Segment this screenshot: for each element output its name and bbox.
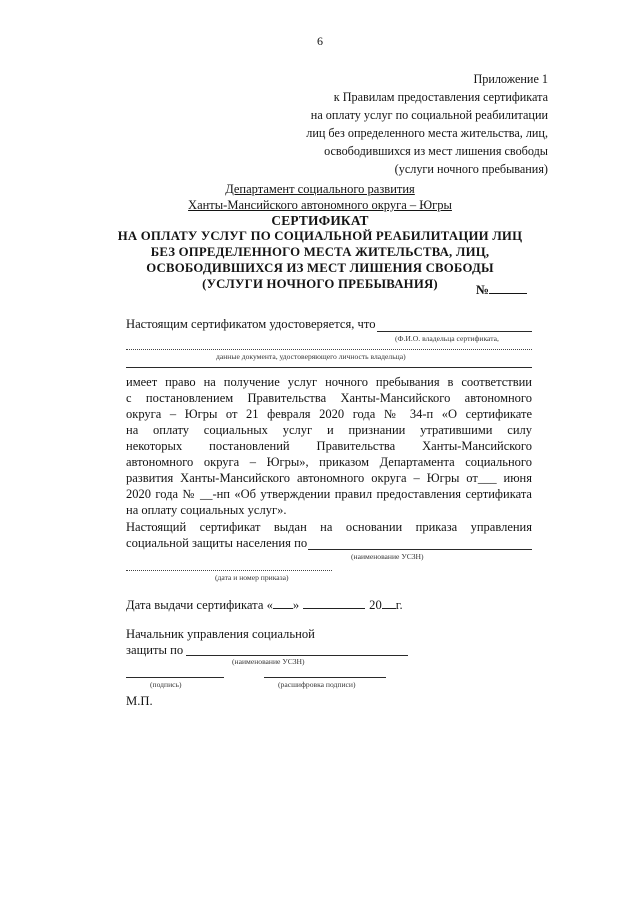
basis-text-2: социальной защиты населения по <box>126 536 308 550</box>
appendix-line: к Правилам предоставления сертификата <box>333 90 548 104</box>
title-line: (УСЛУГИ НОЧНОГО ПРЕБЫВАНИЯ) <box>202 277 438 291</box>
signature-caption: (подпись) <box>150 680 182 689</box>
basis-text: Настоящий сертификат выдан на основании приказа управления <box>126 520 532 534</box>
paragraph-line: имеет право на получение услуг ночного пребывания в соответствии <box>126 375 532 389</box>
stamp-label: М.П. <box>126 694 153 708</box>
paragraph-line: на оплату социальных услуг и признании утратившими силу <box>126 423 532 437</box>
appendix-line: лиц без определенного места жительства, лиц, <box>306 126 548 140</box>
uszn-caption: (наименование УСЗН) <box>351 552 424 561</box>
department-name: Департамент социального развития <box>225 182 415 196</box>
document-data-blank <box>126 349 532 350</box>
order-caption: (дата и номер приказа) <box>215 573 289 582</box>
signature-blank <box>126 677 224 678</box>
uszn-blank <box>308 549 532 550</box>
title-line: БЕЗ ОПРЕДЕЛЕННОГО МЕСТА ЖИТЕЛЬСТВА, ЛИЦ, <box>150 245 490 259</box>
title-line: СЕРТИФИКАТ <box>271 213 369 228</box>
appendix-line: Приложение 1 <box>473 72 548 86</box>
owner-caption: (Ф.И.О. владельца сертификата, <box>395 334 499 343</box>
appendix-line: (услуги ночного пребывания) <box>394 162 548 176</box>
paragraph-line: некоторых постановлений Правительства Ханты-Мансийского <box>126 439 532 453</box>
certificate-number <box>476 282 527 298</box>
head-uszn-caption: (наименование УСЗН) <box>232 657 305 666</box>
order-blank <box>126 570 332 571</box>
decoding-caption: (расшифровка подписи) <box>278 680 356 689</box>
title-line: ОСВОБОДИВШИХСЯ ИЗ МЕСТ ЛИШЕНИЯ СВОБОДЫ <box>146 261 494 275</box>
appendix-line: на оплату услуг по социальной реабилитации <box>310 108 548 122</box>
paragraph-line: 2020 года № __-нп «Об утверждении правил предоставления сертификата <box>126 487 532 501</box>
number-blank <box>489 282 527 294</box>
issue-date-label: Дата выдачи сертификата « <box>126 598 273 612</box>
head-title: Начальник управления социальной <box>126 627 315 641</box>
certify-text: Настоящим сертификатом удостоверяется, что <box>126 317 376 331</box>
year-prefix: 20 <box>369 598 382 612</box>
month-blank <box>303 598 365 609</box>
separator-line <box>126 367 532 368</box>
head-uszn-blank <box>186 655 408 656</box>
issue-date-quote: » <box>292 598 300 612</box>
paragraph-line: округа – Югры от 21 февраля 2020 года № 34-п «О сертификате <box>126 407 532 421</box>
owner-name-blank <box>377 331 532 332</box>
paragraph-line: развития Ханты-Мансийского автономного округа – Югры от___ июня <box>126 471 532 485</box>
document-caption: данные документа, удостоверяющего личность владельца) <box>216 352 406 361</box>
paragraph-line: автономного округа – Югры», приказом Департамента социального <box>126 455 532 469</box>
appendix-line: освободившихся из мест лишения свободы <box>324 144 548 158</box>
paragraph-line: на оплату социальных услуг». <box>126 503 287 517</box>
page-number: 6 <box>317 34 323 48</box>
decoding-blank <box>264 677 386 678</box>
number-label: № <box>476 282 490 297</box>
department-region: Ханты-Мансийского автономного округа – Югры <box>188 198 452 212</box>
paragraph-line: с постановлением Правительства Ханты-Мансийского автономного <box>126 391 532 405</box>
year-suffix: г. <box>395 598 403 612</box>
title-line: НА ОПЛАТУ УСЛУГ ПО СОЦИАЛЬНОЙ РЕАБИЛИТАЦИИ ЛИЦ <box>117 229 523 243</box>
day-blank <box>273 598 293 609</box>
head-title-2: защиты по <box>126 643 184 657</box>
issue-date <box>126 598 403 613</box>
year-blank <box>382 598 396 609</box>
